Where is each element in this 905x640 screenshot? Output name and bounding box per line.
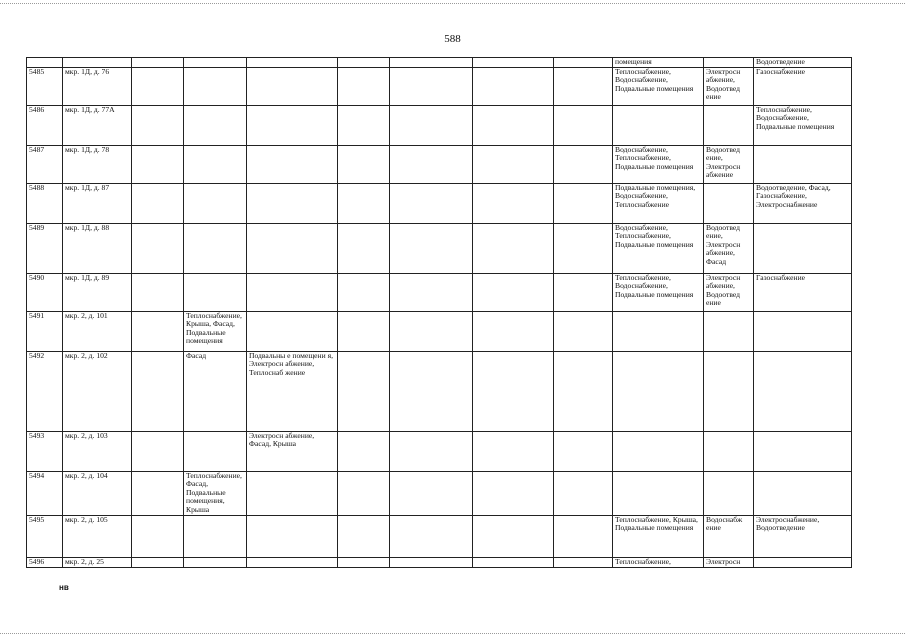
table-cell [184,515,247,557]
table-cell [390,183,473,223]
address-cell [63,58,132,68]
table-row [27,471,852,515]
table-cell [754,351,852,431]
table-cell [184,431,247,471]
table-cell [473,183,554,223]
table-cell [754,223,852,273]
bottom-scan-edge [0,633,905,634]
table-row [27,183,852,223]
address-cell: мкр. 2, д. 104 [63,471,132,515]
table-cell [473,431,554,471]
table-cell [184,145,247,183]
table-cell [338,515,390,557]
table-cell: Подвальны е помещени я, Электросн абжение, Теплоснаб жение [247,351,338,431]
table-cell: Водоотведение [754,58,852,68]
table-cell [473,67,554,105]
table-cell: Теплоснабжение, Водоснабжение, Подвальные помещения [754,105,852,145]
table-cell [704,58,754,68]
table-cell [554,67,613,105]
table-cell: Электросн абжение, Фасад, Крыша [247,431,338,471]
table-cell: Теплоснабжение, [613,557,704,567]
row-number-cell: 5490 [27,273,63,311]
table-cell [184,557,247,567]
table-cell [132,145,184,183]
table-cell [613,311,704,351]
table-cell [338,223,390,273]
table-cell [554,105,613,145]
row-number-cell: 5488 [27,183,63,223]
table-cell [247,223,338,273]
table-cell: Фасад [184,351,247,431]
row-number-cell: 5493 [27,431,63,471]
address-cell: мкр. 2, д. 102 [63,351,132,431]
table-cell: Электросн [704,557,754,567]
table-cell [754,431,852,471]
address-cell: мкр. 2, д. 101 [63,311,132,351]
table-cell [473,515,554,557]
table-cell: Водоотвед ение, Электросн абжение, Фасад [704,223,754,273]
table-cell [390,351,473,431]
table-cell [390,145,473,183]
row-number-cell: 5485 [27,67,63,105]
table-cell [554,58,613,68]
row-number-cell: 5494 [27,471,63,515]
table-cell [247,273,338,311]
table-row [27,431,852,471]
row-number-cell: 5486 [27,105,63,145]
table-cell [704,311,754,351]
table-cell [338,183,390,223]
row-number-cell: 5487 [27,145,63,183]
table-cell [132,515,184,557]
table-cell [184,67,247,105]
table-cell [754,557,852,567]
table-cell: Электросн абжение, Водоотвед ение [704,67,754,105]
table-cell [554,351,613,431]
table-cell [704,351,754,431]
table-cell: Теплоснабжение, Фасад, Подвальные помещения, Крыша [184,471,247,515]
table-cell [473,273,554,311]
table-cell [132,311,184,351]
row-number-cell: 5489 [27,223,63,273]
address-cell: мкр. 2, д. 25 [63,557,132,567]
table-cell [613,471,704,515]
table-cell [247,183,338,223]
table-row [27,223,852,273]
table-cell [554,145,613,183]
table-cell [554,515,613,557]
table-cell [754,471,852,515]
table-cell [247,105,338,145]
table-cell [247,557,338,567]
row-number-cell: 5491 [27,311,63,351]
row-number-cell: 5492 [27,351,63,431]
table-cell [613,431,704,471]
table-cell [247,58,338,68]
table-cell [390,557,473,567]
table-cell: Теплоснабжение, Крыша, Подвальные помещения [613,515,704,557]
footer-mark: нв [59,583,69,592]
page-number: 588 [444,33,461,45]
table-cell: Теплоснабжение, Водоснабжение, Подвальные помещения [613,273,704,311]
table-cell [132,557,184,567]
table-row [27,58,852,68]
table-cell [184,223,247,273]
table-cell [704,471,754,515]
table-cell [132,105,184,145]
table-row [27,557,852,567]
address-cell: мкр. 1Д, д. 76 [63,67,132,105]
table-cell [132,223,184,273]
table-cell: Водоотведение, Фасад, Газоснабжение, Электроснабжение [754,183,852,223]
table-cell [473,557,554,567]
address-cell: мкр. 1Д, д. 77А [63,105,132,145]
table-cell [473,105,554,145]
table-cell [132,273,184,311]
table-row [27,351,852,431]
table-cell [554,183,613,223]
table-cell: Водоотвед ение, Электросн абжение [704,145,754,183]
table-cell [390,311,473,351]
table-cell [554,273,613,311]
table-cell: Подвальные помещения, Водоснабжение, Теплоснабжение [613,183,704,223]
table-cell [338,105,390,145]
row-number-cell: 5496 [27,557,63,567]
table-cell [338,351,390,431]
table-cell [554,557,613,567]
table-cell [338,431,390,471]
table-cell: Водоснабжение, Теплоснабжение, Подвальные помещения [613,145,704,183]
table-row [27,311,852,351]
address-cell: мкр. 1Д, д. 87 [63,183,132,223]
table-cell [132,67,184,105]
table-cell: Электроснабжение, Водоотведение [754,515,852,557]
address-cell: мкр. 2, д. 105 [63,515,132,557]
table-cell [338,311,390,351]
table-cell: Теплоснабжение, Крыша, Фасад, Подвальные помещения [184,311,247,351]
table-cell [554,311,613,351]
table-cell [184,183,247,223]
table-cell [390,471,473,515]
table-cell [132,183,184,223]
table-cell: Водоснабжение, Теплоснабжение, Подвальные помещения [613,223,704,273]
table-row [27,105,852,145]
table-cell: Газоснабжение [754,273,852,311]
table-cell: Газоснабжение [754,67,852,105]
table-cell [473,58,554,68]
table-cell [132,58,184,68]
table-cell [184,273,247,311]
table-cell [132,351,184,431]
table-cell [338,58,390,68]
table-cell [390,273,473,311]
table-cell [554,223,613,273]
table-cell [704,431,754,471]
table-cell [554,431,613,471]
table-cell [338,471,390,515]
table-cell [132,471,184,515]
table-cell [338,557,390,567]
table-cell [247,67,338,105]
table-cell [338,67,390,105]
table-cell [390,431,473,471]
address-cell: мкр. 1Д, д. 89 [63,273,132,311]
table-cell [754,145,852,183]
table-cell [704,105,754,145]
table-cell [247,145,338,183]
address-cell: мкр. 1Д, д. 88 [63,223,132,273]
table-cell [473,471,554,515]
table-row [27,145,852,183]
table-cell: Водоснабж ение [704,515,754,557]
table-row [27,273,852,311]
table-cell [613,105,704,145]
table-cell [247,515,338,557]
table-cell [390,58,473,68]
table-cell [554,471,613,515]
table-cell: Электросн абжение, Водоотвед ение [704,273,754,311]
table-cell [473,145,554,183]
table-cell [390,515,473,557]
table-cell [184,58,247,68]
table-cell [390,223,473,273]
table-cell [754,311,852,351]
table-cell [704,183,754,223]
address-cell: мкр. 1Д, д. 78 [63,145,132,183]
table-cell [247,471,338,515]
table-cell [613,351,704,431]
table-cell: помещения [613,58,704,68]
table-cell: Теплоснабжение, Водоснабжение, Подвальные помещения [613,67,704,105]
table-cell [338,273,390,311]
top-scan-edge [0,3,905,4]
register-table [26,57,852,568]
table-row [27,515,852,557]
table-row [27,67,852,105]
row-number-cell [27,58,63,68]
address-cell: мкр. 2, д. 103 [63,431,132,471]
table-cell [390,67,473,105]
table-cell [338,145,390,183]
table-cell [473,351,554,431]
table-cell [473,223,554,273]
table-cell [132,431,184,471]
table-cell [473,311,554,351]
table-cell [184,105,247,145]
table-cell [247,311,338,351]
table-cell [390,105,473,145]
row-number-cell: 5495 [27,515,63,557]
